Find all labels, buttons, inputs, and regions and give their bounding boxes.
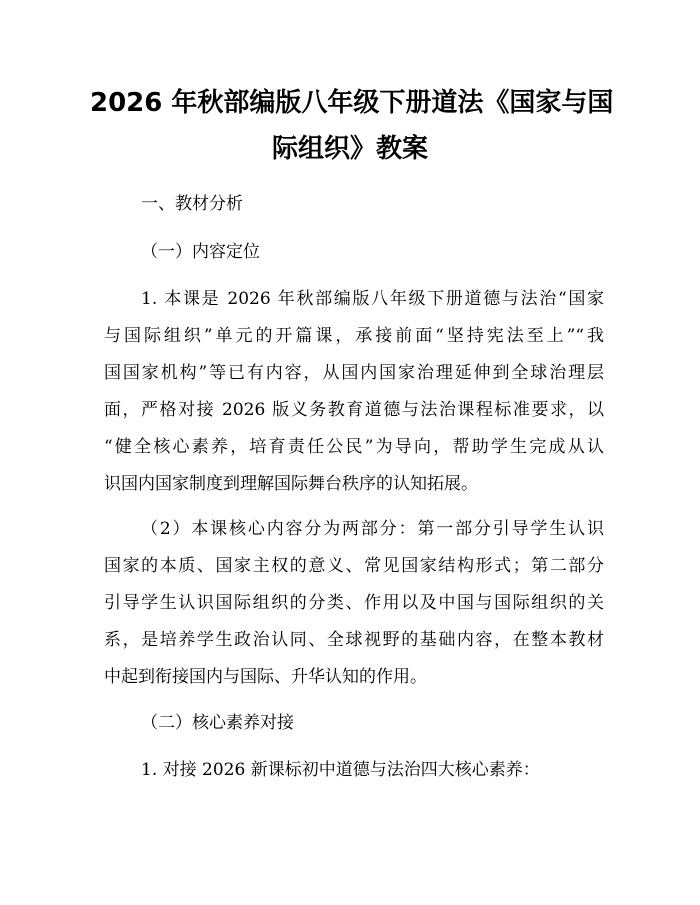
subsection-heading-content-positioning: （一）内容定位 (141, 242, 260, 262)
document-title-line-1: 2026 年秋部编版八年级下册道法《国家与国 (90, 88, 614, 118)
paragraph-2-line: 国家的本质、国家主权的意义、常见国家结构形式；第二部分 (104, 556, 604, 576)
document-title-line-2: 际组织》教案 (271, 134, 428, 164)
paragraph-1-line: 1. 本课是 2026 年秋部编版八年级下册道德与法治“国家 (141, 289, 604, 309)
paragraph-1-line: 与国际组织”单元的开篇课，承接前面“坚持宪法至上”“我 (104, 326, 604, 346)
paragraph-2-line: 系，是培养学生政治认同、全球视野的基础内容，在整本教材 (104, 630, 604, 650)
paragraph-1-line: “健全核心素养，培育责任公民”为导向，帮助学生完成从认 (104, 437, 604, 457)
paragraph-2-line: 中起到衔接国内与国际、升华认知的作用。 (104, 667, 427, 687)
paragraph-1-line: 国国家机构”等已有内容，从国内国家治理延伸到全球治理层 (104, 363, 604, 383)
section-heading-textbook-analysis: 一、教材分析 (141, 194, 243, 214)
paragraph-2-line: （2）本课核心内容分为两部分：第一部分引导学生认识 (141, 519, 604, 539)
paragraph-2-line: 引导学生认识国际组织的分类、作用以及中国与国际组织的关 (104, 593, 604, 613)
paragraph-3-line: 1. 对接 2026 新课标初中道德与法治四大核心素养： (141, 760, 540, 780)
paragraph-1-line: 识国内国家制度到理解国际舞台秩序的认知拓展。 (104, 474, 478, 494)
subsection-heading-core-literacy: （二）核心素养对接 (141, 713, 294, 733)
paragraph-1-line: 面，严格对接 2026 版义务教育道德与法治课程标准要求，以 (104, 400, 604, 420)
